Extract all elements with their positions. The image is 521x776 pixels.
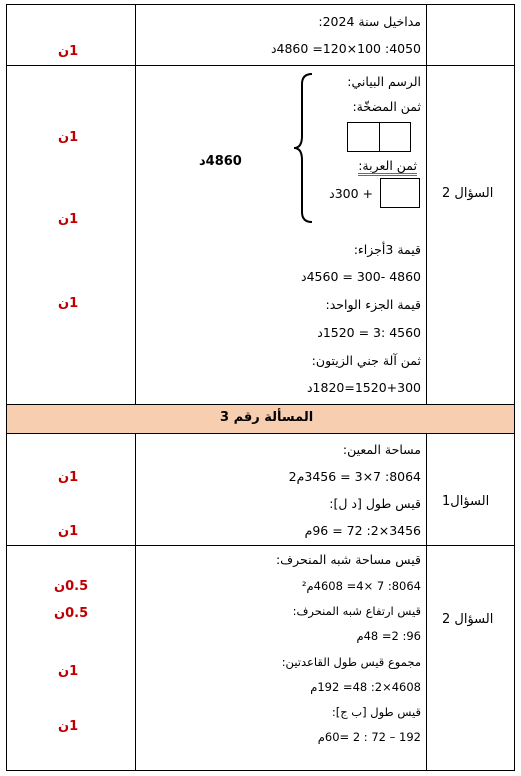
trapezoid-height-calc: 96: 2= 48م (356, 629, 421, 643)
problem3-title: المسألة رقم 3 (220, 410, 314, 425)
one-part-calc: 4560 :3 = 1520د (317, 325, 421, 340)
score-row2-2: 1ن (58, 212, 79, 227)
score-q1-2: 1ن (58, 524, 79, 539)
graph-heading: الرسم البياني: (347, 74, 421, 89)
column-divider-score (135, 4, 136, 405)
score-q2b-3: 1ن (58, 664, 79, 679)
cart-plus-amount: + 300د (329, 186, 373, 201)
row-divider-3 (6, 433, 515, 434)
bc-length-calc: 192 – 72 : 2 =60م (317, 730, 421, 744)
question2-label-b: السؤال 2 (442, 612, 494, 627)
score-q2b-2: 0.5ن (54, 606, 89, 621)
column-divider-question-2 (426, 433, 427, 771)
bracket-brace (292, 72, 316, 224)
trapezoid-area-calc: 8064: 7 ×4= 4608م² (301, 579, 421, 593)
table-border-left (6, 4, 7, 771)
row-divider-1 (6, 65, 515, 66)
bases-sum-calc: 4608×2: 48= 192م (310, 680, 421, 694)
column-divider-question (426, 4, 427, 405)
machine-price-heading: ثمن آلة جني الزيتون: (311, 353, 421, 368)
score-q1-1: 1ن (58, 470, 79, 485)
score-row1: 1ن (58, 44, 79, 59)
machine-price-calc: 1520+300=1820د (306, 380, 421, 395)
score-q2b-1: 0.5ن (54, 579, 89, 594)
rhombus-area-calc: 8064: 7×3 = 3456م2 (288, 469, 421, 484)
table-border-top (6, 4, 515, 5)
cart-price-label (358, 158, 417, 174)
stove-bar-part-1 (347, 122, 381, 152)
total-amount: 4860د (199, 154, 242, 169)
table-border-bottom (6, 770, 515, 771)
bases-sum-heading: مجموع قيس طول القاعدتين: (281, 655, 421, 669)
score-q2b-4: 1ن (58, 719, 79, 734)
cart-price-text: ثمن العربة: (358, 158, 417, 176)
question2-label-a: السؤال 2 (442, 186, 494, 201)
trapezoid-area-heading: قيس مساحة شبه المنحرف: (275, 552, 421, 567)
income-calc: 4050: 100×120= 4860د (270, 41, 421, 56)
cart-bar (380, 178, 420, 208)
table-border-right (514, 4, 515, 771)
three-parts-calc: 4860 -300 = 4560د (301, 269, 421, 284)
score-row2-1: 1ن (58, 130, 79, 145)
question1-label: السؤال1 (442, 494, 490, 509)
rhombus-area-heading: مساحة المعين: (342, 442, 421, 457)
row-divider-4 (6, 545, 515, 546)
bc-length-heading: قيس طول [ب ج]: (331, 705, 421, 719)
row-divider-2 (6, 404, 515, 405)
column-divider-score-2 (135, 433, 136, 771)
stove-price-label: ثمن المضخّة: (352, 99, 421, 114)
three-parts-heading: قيمة 3أجزاء: (353, 242, 421, 257)
score-row2-3: 1ن (58, 296, 79, 311)
dl-length-heading: قيس طول [د ل]: (329, 496, 421, 511)
trapezoid-height-heading: قيس ارتفاع شبه المنحرف: (292, 604, 421, 618)
stove-bar-part-2 (379, 122, 411, 152)
dl-length-calc: 3456×2: 72 = 96م (304, 523, 421, 538)
one-part-heading: قيمة الجزء الواحد: (325, 297, 421, 312)
income-heading: مداخيل سنة 2024: (318, 14, 421, 29)
